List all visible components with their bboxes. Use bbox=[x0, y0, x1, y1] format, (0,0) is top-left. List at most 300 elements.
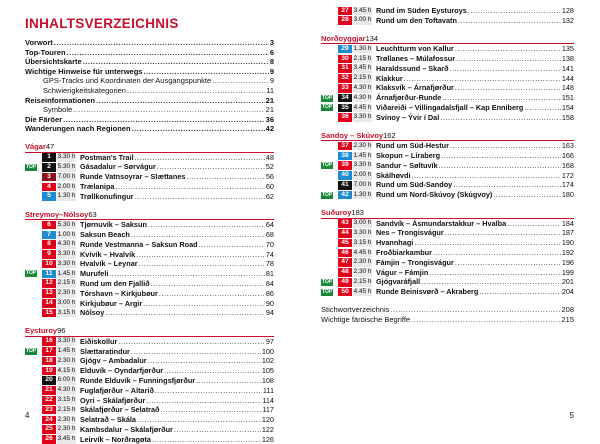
tour-page: 192 bbox=[561, 248, 574, 258]
toc-entry bbox=[25, 86, 274, 96]
tour-number: 45 bbox=[338, 239, 352, 248]
tour-name: Vágur – Fámjin bbox=[376, 267, 429, 277]
tour-number: 20 bbox=[42, 376, 56, 385]
tour-entry[interactable] bbox=[321, 74, 574, 84]
tour-number: 15 bbox=[42, 309, 56, 318]
tour-entry[interactable] bbox=[25, 182, 274, 192]
tour-entry[interactable] bbox=[25, 153, 274, 163]
tour-duration: 7.00 h bbox=[57, 172, 76, 180]
tour-entry[interactable] bbox=[25, 405, 274, 415]
dot-leader bbox=[453, 180, 561, 190]
tour-page: 81 bbox=[265, 269, 274, 279]
right-page bbox=[300, 0, 600, 428]
top-badge-slot bbox=[321, 161, 338, 170]
region-page: 162 bbox=[383, 130, 396, 140]
top-badge-slot bbox=[321, 171, 338, 180]
top-badge: TOP bbox=[26, 270, 37, 277]
tour-name: Rund um den Fjallið bbox=[80, 278, 150, 288]
tour-entry[interactable] bbox=[25, 298, 274, 308]
tour-page: 158 bbox=[561, 112, 574, 122]
tour-entry[interactable] bbox=[321, 151, 574, 161]
top-badge-slot bbox=[321, 64, 338, 73]
tour-page: 108 bbox=[261, 375, 274, 385]
top-badge-slot bbox=[25, 386, 42, 395]
tour-name: Skopun – Líraberg bbox=[376, 151, 441, 161]
top-badge: TOP bbox=[322, 278, 333, 285]
toc-entry bbox=[25, 76, 274, 86]
dot-leader bbox=[148, 356, 261, 366]
tour-entry[interactable] bbox=[25, 230, 274, 240]
tour-page: 135 bbox=[561, 44, 574, 54]
tour-name: Saksun Beach bbox=[80, 230, 130, 239]
tour-duration: 3.30 h bbox=[353, 228, 372, 236]
region-heading bbox=[321, 34, 574, 45]
region-page: 134 bbox=[365, 33, 379, 43]
top-badge-slot bbox=[25, 376, 42, 385]
tour-page: 64 bbox=[265, 220, 274, 230]
dot-leader bbox=[411, 315, 560, 325]
top-badge-slot bbox=[25, 289, 42, 298]
region-page: 47 bbox=[45, 141, 55, 151]
tour-page: 74 bbox=[265, 249, 274, 259]
tour-name: Froðbiarkambur bbox=[376, 248, 432, 258]
dot-leader bbox=[455, 258, 561, 268]
dot-leader bbox=[131, 230, 265, 240]
region-name: Norðoyggjar bbox=[321, 33, 366, 43]
top-badge-slot bbox=[25, 269, 42, 278]
tour-duration: 7.00 h bbox=[353, 180, 372, 188]
tour-name: Svínoy – Ývir í Dal bbox=[376, 112, 440, 122]
toc-entry-label: Die Färöer bbox=[25, 114, 63, 124]
dot-leader bbox=[135, 153, 265, 163]
top-badge-slot bbox=[321, 103, 338, 112]
tour-page: 166 bbox=[561, 151, 574, 161]
dot-leader bbox=[440, 113, 561, 123]
top-badge-slot bbox=[25, 192, 42, 201]
tour-duration: 3.15 h bbox=[353, 238, 372, 246]
tour-name: Fámjin – Trongisvágur bbox=[376, 257, 454, 267]
top-badge: TOP bbox=[322, 191, 333, 198]
top-badge-slot bbox=[25, 230, 42, 239]
top-badge-slot bbox=[321, 288, 338, 297]
tour-page: 201 bbox=[561, 277, 574, 287]
region-heading bbox=[321, 208, 574, 219]
tour-entry[interactable] bbox=[25, 346, 274, 356]
intro-toc bbox=[25, 38, 274, 134]
top-badge-slot bbox=[321, 94, 338, 103]
tour-page: 184 bbox=[561, 218, 574, 228]
tour-entry[interactable] bbox=[321, 180, 574, 190]
tour-duration: 6.00 h bbox=[57, 376, 76, 384]
dot-leader bbox=[186, 172, 264, 182]
region-page: 63 bbox=[88, 209, 97, 219]
tour-duration: 4.30 h bbox=[353, 83, 372, 91]
tour-name: Leuchtturm von Kallur bbox=[376, 44, 454, 54]
toc-entry bbox=[25, 96, 274, 106]
top-badge-slot bbox=[25, 309, 42, 318]
tour-entry[interactable] bbox=[321, 268, 574, 278]
tour-entry[interactable] bbox=[25, 162, 274, 172]
tour-name: Runde Elduvík – Funningsfjørður bbox=[80, 375, 196, 385]
tour-duration: 5.30 h bbox=[57, 220, 76, 228]
dot-leader bbox=[458, 16, 561, 26]
tour-duration: 2.30 h bbox=[57, 415, 76, 423]
tour-page: 172 bbox=[561, 170, 574, 180]
dot-leader bbox=[161, 405, 262, 415]
top-badge-slot bbox=[25, 337, 42, 346]
region-heading bbox=[25, 142, 274, 153]
tour-page: 97 bbox=[265, 336, 274, 346]
top-badge-slot bbox=[25, 425, 42, 434]
dot-leader bbox=[155, 386, 262, 396]
top-badge: TOP bbox=[322, 94, 333, 101]
tour-page: 120 bbox=[261, 415, 274, 425]
tour-page: 100 bbox=[261, 346, 274, 356]
tour-number: 24 bbox=[42, 416, 56, 425]
top-badge: TOP bbox=[26, 347, 37, 354]
tour-page: 148 bbox=[561, 83, 574, 93]
tour-page: 68 bbox=[265, 230, 274, 239]
tour-duration: 2.15 h bbox=[353, 54, 372, 62]
tour-entry[interactable] bbox=[321, 161, 574, 171]
tour-name: Skálhøvdi bbox=[376, 170, 411, 180]
tour-entry[interactable] bbox=[321, 171, 574, 181]
top-badge: TOP bbox=[322, 104, 333, 111]
tour-entry[interactable] bbox=[25, 386, 274, 396]
right-column bbox=[321, 6, 574, 324]
dot-leader bbox=[429, 268, 561, 278]
toc-entry-page: 42 bbox=[265, 124, 274, 134]
tour-duration: 2.15 h bbox=[57, 405, 76, 413]
tour-entry[interactable] bbox=[321, 64, 574, 74]
top-badge: TOP bbox=[26, 163, 37, 170]
tour-number: 36 bbox=[338, 113, 352, 122]
tour-name: Postman's Trail bbox=[80, 152, 134, 162]
tour-name: Kvívík – Hvalvík bbox=[80, 249, 136, 259]
tour-entry[interactable] bbox=[321, 103, 574, 113]
dot-leader bbox=[196, 376, 261, 386]
dot-leader bbox=[456, 54, 561, 64]
tour-name: Rund um Nord-Skúvoy (Skúgvoy) bbox=[376, 190, 493, 200]
tour-duration: 3.30 h bbox=[57, 153, 76, 161]
tour-number: 41 bbox=[338, 181, 352, 190]
tour-entry[interactable] bbox=[25, 250, 274, 260]
toc-entry-page: 9 bbox=[269, 76, 274, 86]
tour-entry[interactable] bbox=[321, 44, 574, 54]
tour-number: 40 bbox=[338, 171, 352, 180]
appendix-entry bbox=[321, 315, 574, 325]
tour-entry[interactable] bbox=[25, 415, 274, 425]
tour-entry[interactable] bbox=[321, 248, 574, 258]
top-badge-slot bbox=[25, 153, 42, 162]
tour-page: 105 bbox=[261, 366, 274, 376]
dot-leader bbox=[148, 220, 265, 230]
tour-number: 18 bbox=[42, 357, 56, 366]
top-badge-slot bbox=[25, 182, 42, 191]
dot-leader bbox=[118, 337, 265, 347]
tour-entry[interactable] bbox=[25, 308, 274, 318]
top-badge-slot bbox=[321, 113, 338, 122]
dot-leader bbox=[131, 347, 261, 357]
dot-leader bbox=[105, 308, 265, 318]
top-badge-slot bbox=[25, 173, 42, 182]
dot-leader bbox=[137, 415, 261, 425]
tour-duration: 3.30 h bbox=[57, 250, 76, 258]
tour-page: 52 bbox=[265, 162, 274, 172]
region-heading bbox=[321, 131, 574, 142]
tour-entry[interactable] bbox=[25, 279, 274, 289]
toc-entry-label: Schwierigkeitskategorien bbox=[43, 85, 126, 95]
toc-entry bbox=[25, 105, 274, 115]
tour-duration: 2.30 h bbox=[57, 356, 76, 364]
tour-name: Kirkjubøur – Argir bbox=[80, 298, 143, 308]
tour-entry[interactable] bbox=[25, 425, 274, 435]
tour-duration: 3.00 h bbox=[353, 16, 372, 24]
tour-entry[interactable] bbox=[25, 172, 274, 182]
tour-page: 168 bbox=[561, 160, 574, 170]
tour-page: 56 bbox=[265, 172, 274, 182]
tour-name: Runde Vestmanna – Saksun Road bbox=[80, 239, 198, 249]
tour-entry[interactable] bbox=[25, 376, 274, 386]
top-badge-slot bbox=[321, 219, 338, 228]
tour-page: 48 bbox=[265, 152, 274, 162]
dot-leader bbox=[67, 48, 269, 58]
tour-entry[interactable] bbox=[321, 54, 574, 64]
tour-page: 163 bbox=[561, 141, 574, 151]
dot-leader bbox=[143, 299, 265, 309]
tour-duration: 3.45 h bbox=[353, 6, 372, 14]
tour-number: 39 bbox=[338, 161, 352, 170]
top-badge-slot bbox=[321, 268, 338, 277]
tour-number: 31 bbox=[338, 64, 352, 73]
dot-leader bbox=[146, 396, 261, 406]
dot-leader bbox=[159, 289, 265, 299]
tour-number: 42 bbox=[338, 191, 352, 200]
toc-entry-label: Top-Touren bbox=[25, 47, 66, 57]
tour-name: Klaksvík – Árnafjørður bbox=[376, 83, 454, 93]
tour-page: 60 bbox=[265, 182, 274, 192]
tour-entry[interactable] bbox=[321, 258, 574, 268]
tour-page: 154 bbox=[561, 103, 574, 113]
tour-page: 196 bbox=[561, 257, 574, 267]
tour-entry[interactable] bbox=[321, 228, 574, 238]
tour-number: 32 bbox=[338, 74, 352, 83]
tour-number: 28 bbox=[338, 16, 352, 25]
tour-page: 102 bbox=[261, 356, 274, 366]
toc-entry bbox=[25, 115, 274, 125]
top-badge-slot bbox=[25, 279, 42, 288]
tour-number: 27 bbox=[338, 7, 352, 16]
region-name: Sandoy – Skúvoy bbox=[321, 130, 384, 140]
dot-leader bbox=[404, 74, 561, 84]
tour-duration: 3.00 h bbox=[57, 299, 76, 307]
toc-entry-page: 11 bbox=[266, 85, 274, 95]
dot-leader bbox=[157, 162, 265, 172]
tour-name: Leirvík – Norðragøta bbox=[80, 434, 151, 444]
dot-leader bbox=[479, 287, 560, 297]
toc-entry-page: 36 bbox=[265, 114, 274, 124]
toc-entry-label: Wanderungen nach Regionen bbox=[25, 124, 131, 134]
tour-duration: 4.30 h bbox=[353, 93, 372, 101]
toc-entry bbox=[25, 38, 274, 48]
top-badge: TOP bbox=[322, 162, 333, 169]
tour-entry[interactable] bbox=[25, 435, 274, 444]
tour-page: 128 bbox=[561, 6, 574, 16]
region-name: Vágar bbox=[25, 141, 46, 151]
tour-number: 33 bbox=[338, 84, 352, 93]
top-badge-slot bbox=[321, 278, 338, 287]
tour-duration: 1.45 h bbox=[57, 347, 76, 355]
tour-number: 21 bbox=[42, 386, 56, 395]
tour-name: Klakkur bbox=[376, 73, 403, 83]
appendix-toc bbox=[321, 305, 574, 324]
top-badge-slot bbox=[25, 250, 42, 259]
toc-entry-page: 9 bbox=[269, 66, 274, 76]
tour-entry[interactable] bbox=[321, 141, 574, 151]
tour-duration: 1.30 h bbox=[57, 192, 76, 200]
tour-duration: 4.15 h bbox=[57, 366, 76, 374]
tour-name: Trøllkonufingur bbox=[80, 191, 134, 201]
tour-duration: 3.45 h bbox=[353, 64, 372, 72]
toc-entry-page: 21 bbox=[265, 105, 274, 115]
dot-leader bbox=[493, 190, 560, 200]
dot-leader bbox=[524, 103, 560, 113]
tour-entry[interactable] bbox=[321, 190, 574, 200]
tour-page: 151 bbox=[561, 93, 574, 103]
tour-number: 50 bbox=[338, 288, 352, 297]
tour-name: Gjógv – Ambadalur bbox=[80, 356, 147, 366]
tour-number: 47 bbox=[338, 258, 352, 267]
dot-leader bbox=[63, 115, 265, 125]
tour-page: 114 bbox=[262, 395, 274, 405]
top-badge-slot bbox=[321, 142, 338, 151]
page-number-right: 5 bbox=[569, 411, 574, 420]
tour-duration: 3.00 h bbox=[353, 219, 372, 227]
page-number-left: 4 bbox=[25, 411, 30, 420]
tour-entry[interactable] bbox=[25, 269, 274, 279]
top-badge-slot bbox=[25, 347, 42, 356]
tour-page: 86 bbox=[265, 288, 274, 298]
tour-number: 1 bbox=[42, 153, 56, 162]
top-badge-slot bbox=[25, 163, 42, 172]
dot-leader bbox=[143, 67, 268, 77]
tour-entry[interactable] bbox=[25, 366, 274, 376]
tour-number: 9 bbox=[42, 250, 56, 259]
top-badge-slot bbox=[321, 6, 338, 15]
tour-number: 26 bbox=[42, 435, 56, 444]
dot-leader bbox=[468, 6, 561, 16]
toc-entry-label: Wichtige Hinweise für unterwegs bbox=[25, 66, 143, 76]
tour-name: Rund im Süden Eysturoys bbox=[376, 6, 467, 16]
tour-page: 111 bbox=[262, 385, 274, 395]
tour-number: 5 bbox=[42, 192, 56, 201]
dot-leader bbox=[414, 238, 561, 248]
dot-leader bbox=[54, 38, 269, 48]
tour-entry[interactable] bbox=[25, 395, 274, 405]
tour-entry[interactable] bbox=[25, 192, 274, 202]
tour-number: 37 bbox=[338, 142, 352, 151]
tour-entry[interactable] bbox=[25, 337, 274, 347]
tour-number: 19 bbox=[42, 367, 56, 376]
tour-entry[interactable] bbox=[321, 277, 574, 287]
toc-entry bbox=[25, 48, 274, 58]
tour-duration: 3.45 h bbox=[57, 435, 76, 443]
toc-entry bbox=[25, 124, 274, 134]
tour-number: 16 bbox=[42, 337, 56, 346]
dot-leader bbox=[390, 305, 560, 315]
tour-duration: 2.15 h bbox=[353, 74, 372, 82]
tour-name: Hvannhagi bbox=[376, 238, 414, 248]
dot-leader bbox=[212, 76, 269, 86]
tour-entry[interactable] bbox=[25, 259, 274, 269]
tour-name: Tórshavn – Kirkjubøur bbox=[80, 288, 158, 298]
toc-entry-label: Symbole bbox=[43, 105, 73, 115]
tour-entry[interactable] bbox=[321, 238, 574, 248]
region-name: Eysturoy bbox=[25, 326, 58, 336]
tour-duration: 4.30 h bbox=[57, 386, 76, 394]
page-title: INHALTSVERZEICHNIS bbox=[25, 16, 179, 31]
tour-duration: 3.30 h bbox=[353, 161, 372, 169]
region-name: Streymoy–Nólsoy bbox=[25, 209, 89, 219]
dot-leader bbox=[83, 57, 269, 67]
tour-entry[interactable] bbox=[321, 16, 574, 26]
tour-entry[interactable] bbox=[25, 289, 274, 299]
dot-leader bbox=[411, 171, 560, 181]
dot-leader bbox=[73, 105, 264, 115]
tour-duration: 4.45 h bbox=[353, 103, 372, 111]
tour-name: Nólsoy bbox=[80, 308, 105, 318]
tour-number: 8 bbox=[42, 240, 56, 249]
tour-duration: 1.00 h bbox=[57, 230, 76, 238]
dot-leader bbox=[450, 141, 561, 151]
tour-duration: 2.00 h bbox=[353, 171, 372, 179]
tour-entry[interactable] bbox=[321, 6, 574, 16]
tour-duration: 4.45 h bbox=[353, 248, 372, 256]
tour-page: 122 bbox=[261, 424, 274, 434]
tour-name: Murufeli bbox=[80, 269, 109, 279]
tour-number: 4 bbox=[42, 183, 56, 192]
dot-leader bbox=[455, 83, 561, 93]
tour-number: 44 bbox=[338, 229, 352, 238]
tour-name: Slættaratindur bbox=[80, 346, 130, 356]
tour-entry[interactable] bbox=[321, 93, 574, 103]
toc-entry bbox=[25, 67, 274, 77]
tour-entry[interactable] bbox=[25, 220, 274, 230]
top-badge-slot bbox=[25, 396, 42, 405]
tour-number: 13 bbox=[42, 289, 56, 298]
appendix-entry-page: 208 bbox=[561, 304, 574, 314]
tour-entry[interactable] bbox=[321, 287, 574, 297]
top-badge-slot bbox=[25, 435, 42, 444]
tour-entry[interactable] bbox=[321, 83, 574, 93]
tour-page: 70 bbox=[265, 239, 274, 249]
dot-leader bbox=[132, 124, 265, 134]
tour-entry[interactable] bbox=[321, 219, 574, 229]
tour-number: 23 bbox=[42, 406, 56, 415]
tour-page: 190 bbox=[561, 238, 574, 248]
tour-number: 7 bbox=[42, 231, 56, 240]
tour-entry[interactable] bbox=[25, 356, 274, 366]
tour-entry[interactable] bbox=[25, 240, 274, 250]
appendix-entry-label: Wichtige färöische Begriffe bbox=[321, 314, 411, 324]
tour-number: 48 bbox=[338, 268, 352, 277]
tour-duration: 2.30 h bbox=[353, 258, 372, 266]
tour-page: 199 bbox=[561, 267, 574, 277]
top-badge-slot bbox=[321, 151, 338, 160]
tour-name: Kambsdalur – Skálafjørður bbox=[80, 424, 173, 434]
tour-duration: 1.45 h bbox=[353, 151, 372, 159]
tour-entry[interactable] bbox=[321, 113, 574, 123]
